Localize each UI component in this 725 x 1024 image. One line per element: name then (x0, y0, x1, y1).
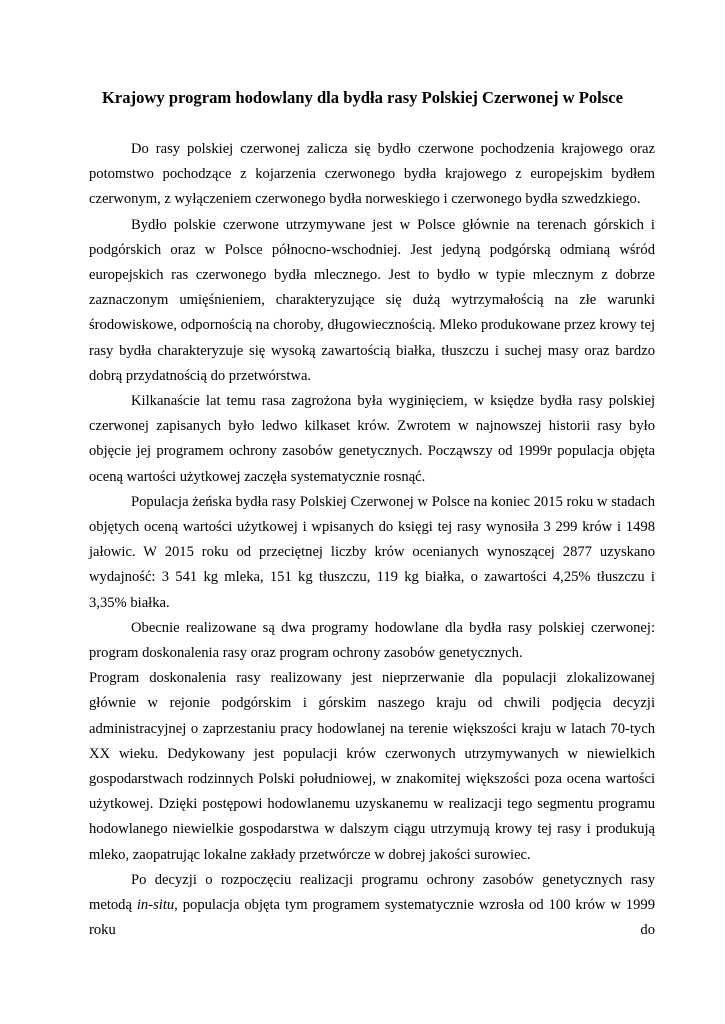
document-title: Krajowy program hodowlany dla bydła rasy Polskiej Czerwonej w Polsce (102, 88, 623, 107)
paragraph-improvement-program: Program doskonalenia rasy realizowany jest nieprzerwanie dla populacji zlokalizowanej głównie w rejonie podgórskim i górskim naszego kraju od chwili podjęcia decyzji administracyjnej o zaprzestaniu pracy hodowlanej na terenie większości kraju w latach 70-tych XX wieku. Dedykowany jest populacji krów czerwonych utrzymywanych w niewielkich gospodarstwach rodzinnych Polski południowej, w znakomitej większości poza ocena wartości użytkowej. Dzięki postępowi hodowlanemu uzyskanemu w realizacji tego segmentu programu hodowlanego niewielkie gospodarstwa w dalszym ciągu utrzymują krowy tej rasy i produkują mleko, zaopatrując lokalne zakłady przetwórcze w dobrej jakości surowiec. (89, 670, 655, 863)
paragraph-breed-characteristics: Bydło polskie czerwone utrzymywane jest w Polsce głównie na terenach górskich i podgórskich oraz w Polsce północno-wschodniej. Jest jedyną podgórską odmianą wśród europejskich ras czerwonego bydła mlecznego. Jest to bydło w typie mlecznym z dobrze zaznaczonym umięśnieniem, charakteryzujące się dużą wytrzymałością na złe warunki środowiskowe, odpornością na choroby, długowiecznością. Mleko produkowane przez krowy tej rasy bydła charakteryzuje się wysoką zawartością białka, tłuszczu i suchej masy oraz bardzo dobrą przydatnością do przetwórstwa. (89, 216, 655, 384)
paragraph-conservation-text-before: Po decyzji o rozpoczęciu realizacji programu ochrony zasobów genetycznych rasy metodą (89, 871, 655, 914)
paragraph-conservation-text-after: , populacja objęta tym programem systematycznie wzrosła od 100 krów w 1999 roku do (89, 897, 655, 939)
paragraph-red-breed-definition: Do rasy polskiej czerwonej zalicza się bydło czerwone pochodzenia krajowego oraz potomstwo pochodzące z kojarzenia czerwonego bydła krajowego z europejskim bydłem czerwonym, z wyłączeniem czerwonego bydła norweskiego i czerwonego bydła szwedzkiego. (89, 141, 655, 208)
paragraph-conservation-program (89, 868, 655, 944)
paragraph-breed-history: Kilkanaście lat temu rasa zagrożona była wyginięciem, w księdze bydła rasy polskiej czerwonej zapisanych było ledwo kilkaset krów. Zwrotem w najnowszej historii rasy było objęcie jej programem ochrony zasobów genetycznych. Począwszy od 1999r populacja objęta oceną wartości użytkowej zaczęła systematycznie rosnąć. (89, 393, 655, 485)
paragraph-conservation-emphasis: in-situ (136, 897, 175, 914)
paragraph-population-2015: Populacja żeńska bydła rasy Polskiej Czerwonej w Polsce na koniec 2015 roku w stadach objętych oceną wartości użytkowej i wpisanych do księgi tej rasy wynosiła 3 299 krów i 1498 jałowic. W 2015 roku od przeciętnej liczby krów ocenianych wynoszącej 2877 uzyskano wydajność: 3 541 kg mleka, 151 kg tłuszczu, 119 kg białka, o zawartości 4,25% tłuszczu i 3,35% białka. (89, 493, 655, 611)
document-body (89, 137, 655, 944)
paragraph-breeding-programs: Obecnie realizowane są dwa programy hodowlane dla bydła rasy polskiej czerwonej: program doskonalenia rasy oraz program ochrony zasobów genetycznych. (89, 619, 655, 662)
